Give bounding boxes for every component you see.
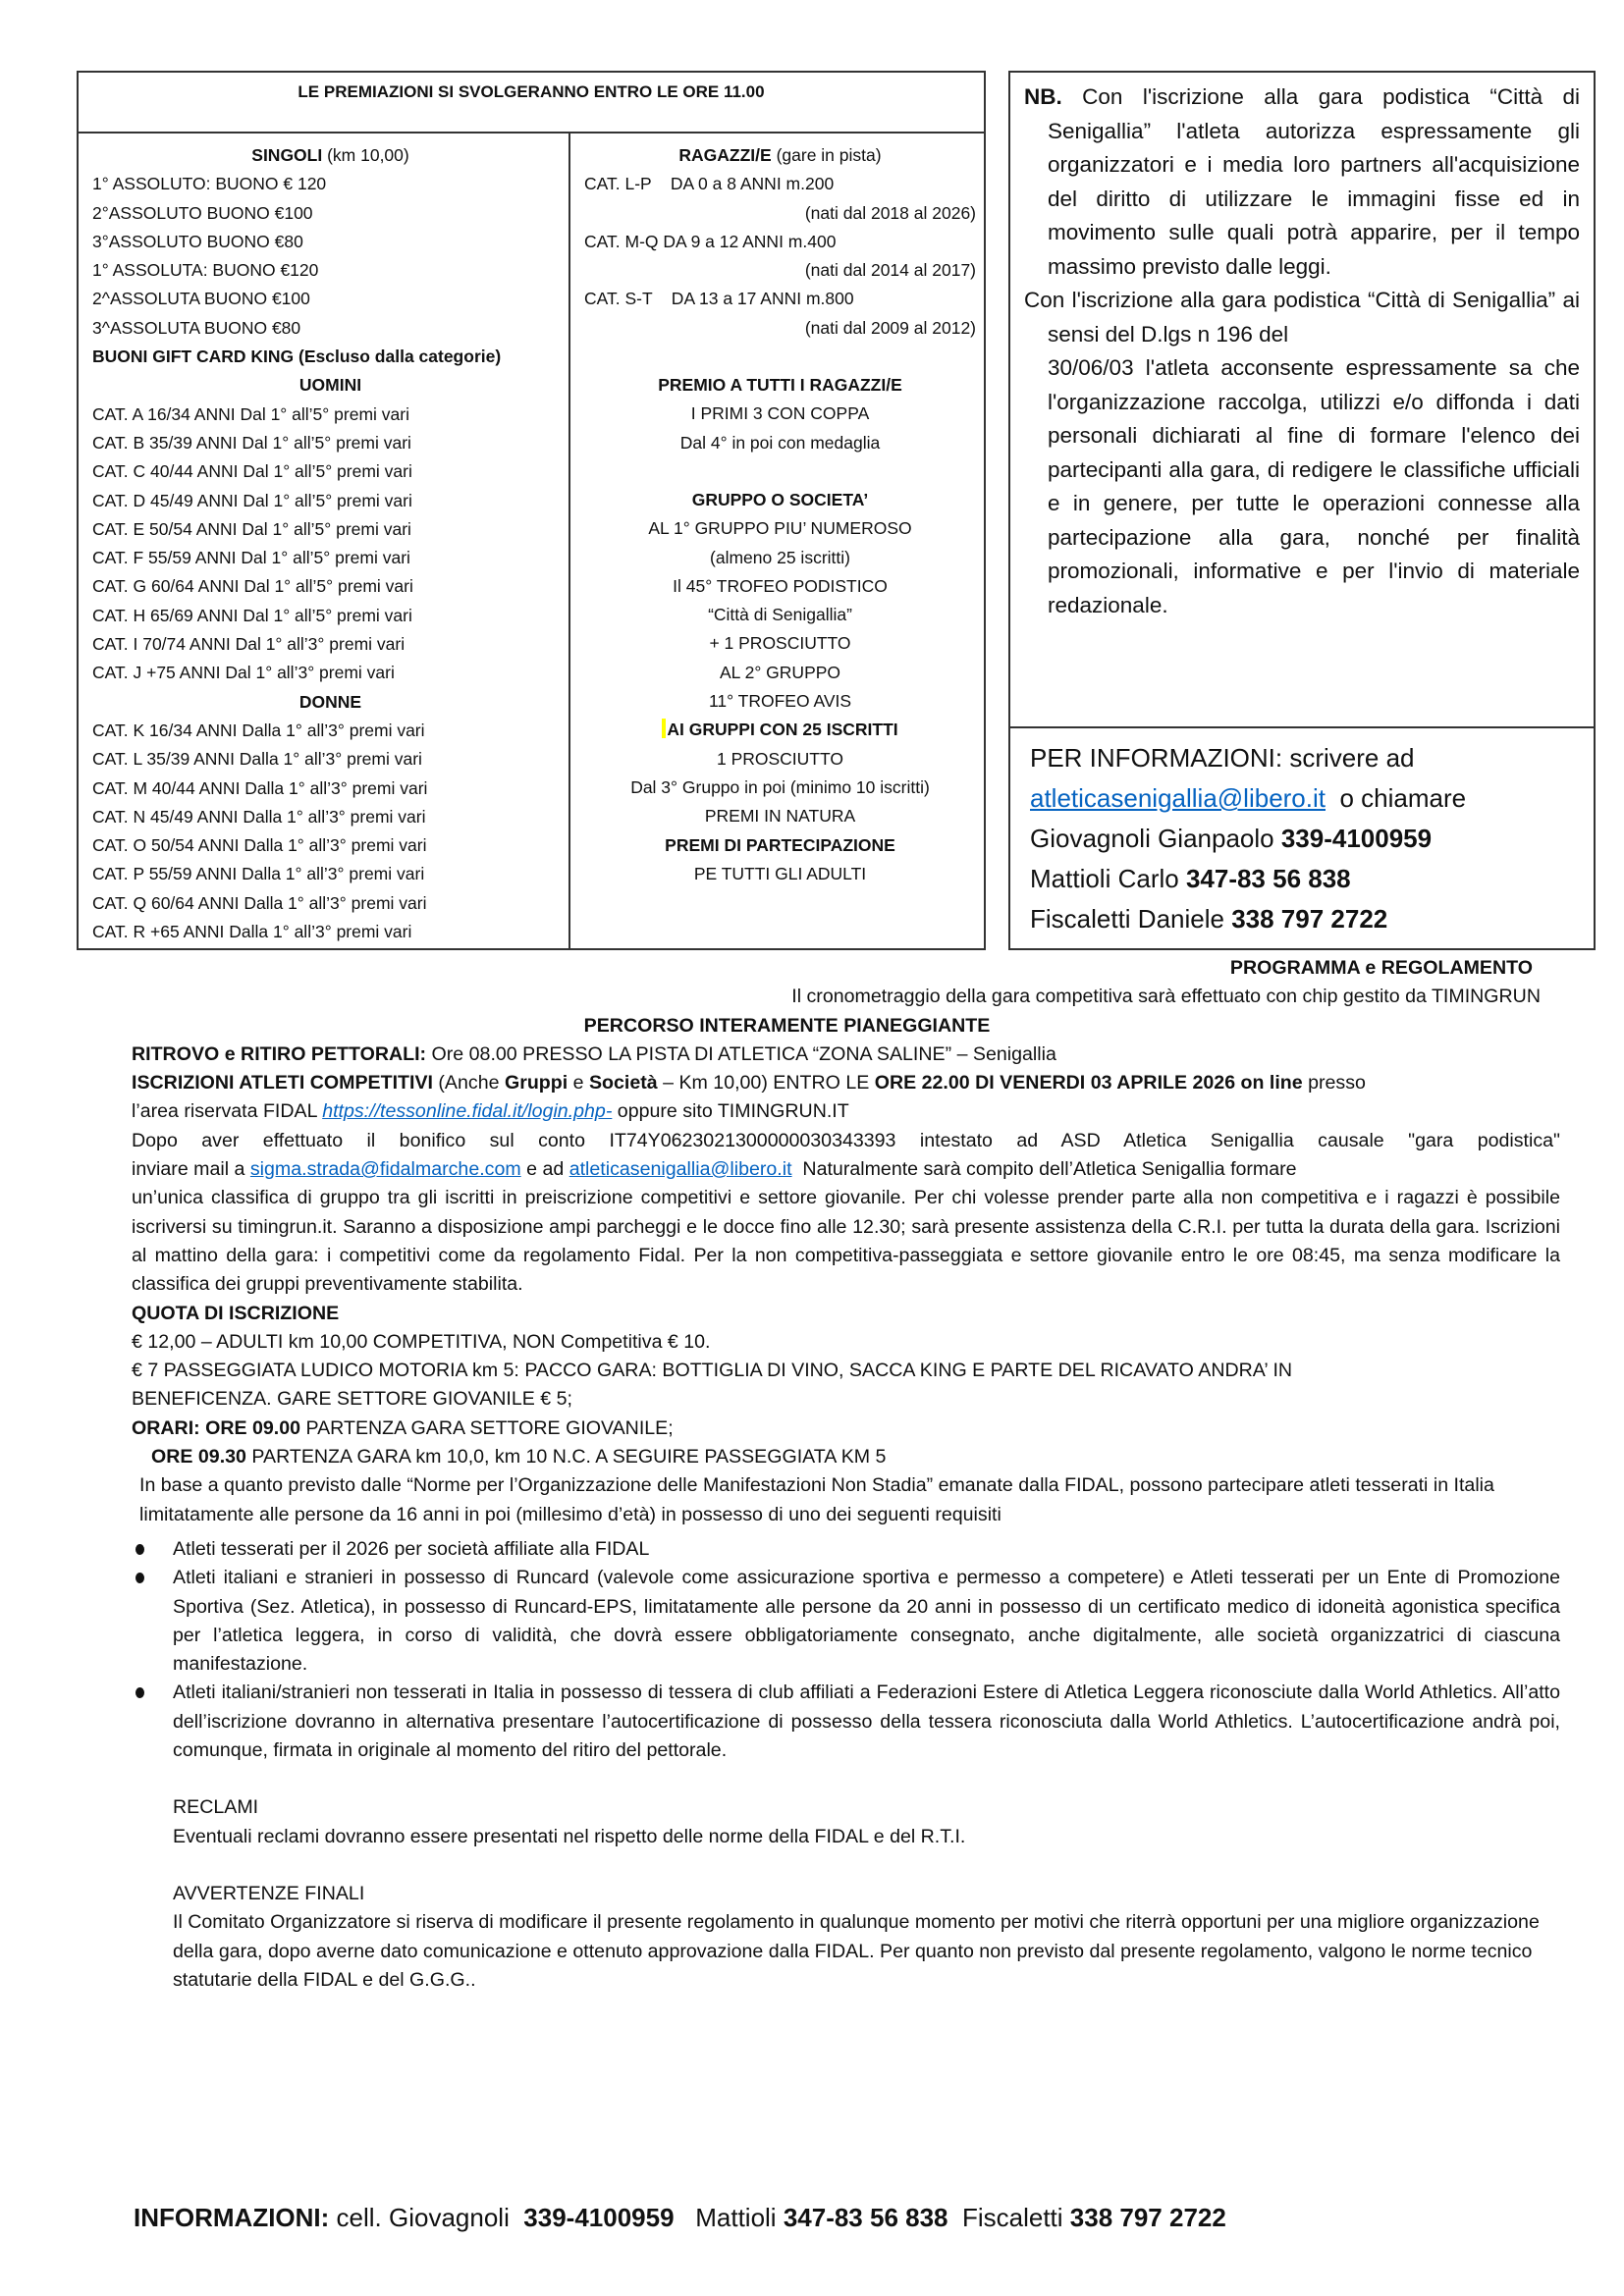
youth-category-born: (nati dal 2014 al 2017) (804, 260, 976, 281)
category-item: CAT. D 45/49 ANNI Dal 1° all’5° premi vari (92, 490, 412, 510)
avvertenze-text: Il Comitato Organizzatore si riserva di modificare il presente regolamento in qualunque momento per motivi che riterrà opportuni per una migliore organizzazione della gara, dopo averne dato comunicazione e ottenuto approvazione dalla FIDAL. Per quanto non previsto dal presente regolamento, valgono le norme tecnico statutarie della FIDAL e del G.G.G.. (173, 1911, 1540, 1991)
singoli-title: SINGOLI (km 10,00) (251, 145, 409, 165)
gruppi-25-line: 1 PROSCIUTTO (716, 748, 843, 769)
registration-paragraph: un’unica classifica di gruppo tra gli iscritti in preiscrizione competitivi e settore giovanile. Per chi volesse prender parte alla non competitiva e i ragazzi è possibile iscriversi su timingrun.it. Saranno a disposizione ampi parcheggi e le docce fino alle 12.30; sarà presente assistenza della C.R.I. per tutta la durata della gara. Iscrizioni al mattino della gara: i competitivi come da regolamento Fidal. Per la non competitiva-passeggiata e settore giovanile entro le ore 08:45, ma senza modificare la classifica dei gruppi preventivamente stabilita. (132, 1187, 1560, 1296)
info-intro: PER INFORMAZIONI: scrivere ad (1030, 743, 1415, 773)
quota-title: QUOTA DI ISCRIZIONE (132, 1302, 340, 1324)
youth-category-label: CAT. L-P DA 0 a 8 ANNI m.200 (584, 174, 835, 194)
fidal-email-link[interactable]: sigma.strada@fidalmarche.com (249, 1158, 521, 1181)
requirement-item: Atleti italiani e stranieri in possesso di Runcard (valevole come assicurazione sportiva e permesso a competere) e Atleti tesserati per un Ente di Promozione Sportiva (Sez. Atletica), in possesso di Runcard-EPS, limitatamente alle persone da 20 anni in possesso di un certificato medico di idoneità agonistica specifica per l’atletica leggera, in corso di validità, che dovrà essere obbligatoriamente consegnato, anche digitalmente, alle società organizzatrici di ciascuna manifestazione. (132, 1564, 1560, 1679)
category-item: CAT. J +75 ANNI Dal 1° all’3° premi vari (92, 663, 395, 683)
email-link[interactable]: atleticasenigallia@libero.it (1030, 783, 1326, 813)
iscrizioni-line: ISCRIZIONI ATLETI COMPETITIVI (Anche Gruppi e Società – Km 10,00) ENTRO LE ORE 22.00 DI VENERDI 03 APRILE 2026 on line presso (132, 1072, 1366, 1095)
gruppi-25-line: PREMI IN NATURA (704, 806, 856, 827)
category-item: CAT. R +65 ANNI Dalla 1° all’3° premi vari (92, 922, 412, 942)
bonifico-line: Dopo aver effettuato il bonifico sul conto IT74Y0623021300000030343393 intestato ad ASD Atletica Senigallia causale "gara podistica" (132, 1129, 1560, 1151)
awards-table (77, 71, 986, 950)
phone-number: 338 797 2722 (1231, 904, 1388, 934)
youth-category (584, 285, 976, 343)
phone-number: 347-83 56 838 (1185, 864, 1351, 893)
footer-contacts: INFORMAZIONI: cell. Giovagnoli 339-4100959 Mattioli 347-83 56 838 Fiscaletti 338 797 2722 (134, 2203, 1226, 2232)
gruppo-line: “Città di Senigallia” (708, 605, 852, 625)
privacy-paragraph: Con l'iscrizione alla gara podistica “Città di Senigallia” ai sensi del D.lgs n 196 del (1024, 288, 1580, 347)
programme-title: PROGRAMMA e REGOLAMENTO (1229, 957, 1533, 979)
phone-number: 339-4100959 (523, 2203, 675, 2232)
category-item: CAT. A 16/34 ANNI Dal 1° all’5° premi vari (92, 403, 409, 424)
bullet-icon (135, 1687, 144, 1698)
phone-number: 338 797 2722 (1069, 2203, 1226, 2232)
category-item: CAT. P 55/59 ANNI Dalla 1° all’3° premi vari (92, 864, 425, 884)
donne-title: DONNE (298, 691, 362, 712)
youth-category (584, 228, 976, 286)
nb-paragraph: NB. Con l'iscrizione alla gara podistica “Città di Senigallia” l'atleta autorizza espressamente gli organizzatori e i media loro partners all'acquisizione del diritto di utilizzare le immagini fisse ed in movimento sulle quali potrà apparire, per il tempo massimo previsto dalle leggi. (1024, 84, 1580, 279)
singoli-column (79, 133, 570, 948)
ritrovo-line: RITROVO e RITIRO PETTORALI: Ore 08.00 PRESSO LA PISTA DI ATLETICA “ZONA SALINE” – Senigallia (132, 1042, 1056, 1065)
youth-category-label: CAT. S-T DA 13 a 17 ANNI m.800 (584, 289, 854, 309)
absolute-prizes (92, 170, 568, 343)
gruppi-25-title: AI GRUPPI CON 25 ISCRITTI (584, 716, 976, 744)
contact-info-box (1008, 726, 1596, 950)
absolute-prize: 1° ASSOLUTO: BUONO € 120 (92, 174, 327, 194)
category-item: CAT. Q 60/64 ANNI Dalla 1° all’3° premi vari (92, 892, 427, 913)
reclami-title: RECLAMI (173, 1796, 259, 1819)
category-item: CAT. G 60/64 ANNI Dal 1° all’5° premi vari (92, 576, 413, 597)
gruppo-line: AL 1° GRUPPO PIU’ NUMEROSO (648, 518, 912, 539)
premio-line: Dal 4° in poi con medaglia (679, 432, 881, 453)
contact-row: Giovagnoli Gianpaolo 339-4100959 (1030, 824, 1433, 853)
programme-section (132, 954, 1560, 1995)
ragazzi-title: RAGAZZI/E (gare in pista) (678, 145, 882, 165)
category-item: CAT. E 50/54 ANNI Dal 1° all’5° premi vari (92, 518, 411, 539)
club-email-link[interactable]: atleticasenigallia@libero.it (568, 1158, 792, 1181)
gruppo-line: (almeno 25 iscritti) (710, 547, 850, 567)
quota-line: € 7 PASSEGGIATA LUDICO MOTORIA km 5: PACCO GARA: BOTTIGLIA DI VINO, SACCA KING E PARTE DEL RICAVATO ANDRA’ IN BENEFICENZA. GARE SETTORE GIOVANILE € 5; (132, 1360, 1293, 1411)
phone-number: 347-83 56 838 (783, 2203, 948, 2232)
category-item: CAT. F 55/59 ANNI Dal 1° all’5° premi vari (92, 548, 410, 568)
category-item: CAT. O 50/54 ANNI Dalla 1° all’3° premi vari (92, 835, 427, 856)
reclami-text: Eventuali reclami dovranno essere presentati nel rispetto delle norme della FIDAL e del R.T.I. (173, 1825, 966, 1847)
absolute-prize: 2^ASSOLUTA BUONO €100 (92, 289, 310, 309)
youth-category-born: (nati dal 2009 al 2012) (804, 317, 976, 338)
youth-category-label: CAT. M-Q DA 9 a 12 ANNI m.400 (584, 231, 837, 251)
avvertenze-title: AVVERTENZE FINALI (173, 1882, 365, 1904)
partecipazione-title: PREMI DI PARTECIPAZIONE (665, 834, 895, 855)
timing-note: Il cronometraggio della gara competitiva sarà effettuato con chip gestito da TIMINGRUN (791, 986, 1541, 1008)
bullet-icon (135, 1544, 144, 1555)
bullet-icon (135, 1573, 144, 1583)
phone-number: 339-4100959 (1280, 824, 1433, 853)
category-item: CAT. L 35/39 ANNI Dalla 1° all’3° premi vari (92, 749, 422, 770)
requirement-item: Atleti tesserati per il 2026 per società affiliate alla FIDAL (132, 1535, 1560, 1564)
gruppi-25-line: Dal 3° Gruppo in poi (minimo 10 iscritti) (630, 776, 930, 797)
category-item: CAT. M 40/44 ANNI Dalla 1° all’3° premi vari (92, 777, 428, 798)
absolute-prize: 2°ASSOLUTO BUONO €100 (92, 202, 313, 223)
gift-card-note: BUONI GIFT CARD KING (Escluso dalla categorie) (92, 347, 502, 367)
orari-line: ORARI: ORE 09.00 PARTENZA GARA SETTORE GIOVANILE; (132, 1416, 674, 1439)
mail-line: inviare mail a sigma.strada@fidalmarche.com e ad atleticasenigallia@libero.it Naturalmente sarà compito dell’Atletica Senigallia formare (132, 1158, 1297, 1181)
category-item: CAT. N 45/49 ANNI Dalla 1° all’3° premi vari (92, 806, 426, 827)
gruppo-title: GRUPPO O SOCIETA’ (691, 489, 869, 509)
orari-line: ORE 09.30 PARTENZA GARA km 10,0, km 10 N.C. A SEGUIRE PASSEGGIATA KM 5 (151, 1446, 887, 1468)
donne-list (92, 717, 568, 946)
partecipazione-line: PE TUTTI GLI ADULTI (693, 863, 867, 883)
awards-header: LE PREMIAZIONI SI SVOLGERANNO ENTRO LE ORE 11.00 (79, 73, 984, 133)
uomini-list (92, 400, 568, 688)
requirement-item: Atleti italiani/stranieri non tesserati in Italia in possesso di tessera di club affiliati a Federazioni Estere di Atletica Leggera riconosciute dalla World Athletics. All’atto dell’iscrizione dovranno in alternativa presentare l’autocertificazione di possesso della tessera riconosciuta dalla World Athletics. L’autocertificazione andrà poi, comunque, firmata in originale al momento del ritiro del pettorale. (132, 1679, 1560, 1765)
ragazzi-column (570, 133, 984, 948)
youth-category (584, 170, 976, 228)
contact-row: Fiscaletti Daniele 338 797 2722 (1030, 904, 1388, 934)
premio-ragazzi-title: PREMIO A TUTTI I RAGAZZI/E (658, 375, 902, 396)
privacy-notice-box (1008, 71, 1596, 728)
course-note: PERCORSO INTERAMENTE PIANEGGIANTE (583, 1014, 991, 1037)
norme-paragraph: In base a quanto previsto dalle “Norme per l’Organizzazione delle Manifestazioni Non Stadia” emanate dalla FIDAL, possono partecipare atleti tesserati in Italia limitatamente alle persone da 16 anni in poi (millesimo d’età) in possesso di uno dei seguenti requisiti (139, 1474, 1494, 1525)
gruppo-line: + 1 PROSCIUTTO (709, 633, 851, 654)
uomini-title: UOMINI (298, 375, 362, 396)
premio-line: I PRIMI 3 CON COPPA (690, 403, 870, 424)
category-item: CAT. B 35/39 ANNI Dal 1° all’5° premi vari (92, 432, 411, 453)
absolute-prize: 3^ASSOLUTA BUONO €80 (92, 317, 301, 338)
absolute-prize: 3°ASSOLUTO BUONO €80 (92, 231, 303, 251)
category-item: CAT. I 70/74 ANNI Dal 1° all’3° premi vari (92, 634, 406, 655)
info-email-line: atleticasenigallia@libero.it o chiamare (1030, 783, 1467, 813)
highlight-mark (662, 719, 666, 738)
category-item: CAT. C 40/44 ANNI Dal 1° all’5° premi vari (92, 461, 412, 482)
privacy-paragraph-cont: 30/06/03 l'atleta acconsente espressamente sa che l'organizzazione raccolga, utilizzi e/o diffonda i dati personali dichiarati al fine di formare l'elenco dei partecipanti alla gara, di redigere le classifiche ufficiali e in genere, per tutte le operazioni connesse alla partecipazione alla gara, nonché per finalità promozionali, informative e per l'invio di materiale redazionale. (1048, 355, 1580, 617)
gruppo-line: AL 2° GRUPPO (719, 662, 841, 682)
category-item: CAT. K 16/34 ANNI Dalla 1° all’3° premi vari (92, 720, 425, 740)
category-item: CAT. H 65/69 ANNI Dal 1° all’5° premi vari (92, 605, 412, 625)
requirements-list (132, 1535, 1560, 1765)
absolute-prize: 1° ASSOLUTA: BUONO €120 (92, 260, 319, 281)
contact-row: Mattioli Carlo 347-83 56 838 (1030, 864, 1351, 893)
quota-line: € 12,00 – ADULTI km 10,00 COMPETITIVA, NON Competitiva € 10. (132, 1330, 711, 1353)
gruppo-line: Il 45° TROFEO PODISTICO (673, 575, 888, 596)
fidal-area-line: l’area riservata FIDAL https://tessonline.fidal.it/login.php- oppure sito TIMINGRUN.IT (132, 1100, 849, 1123)
gruppo-line: 11° TROFEO AVIS (708, 691, 852, 712)
fidal-login-link[interactable]: https://tessonline.fidal.it/login.php- (322, 1100, 613, 1123)
youth-category-born: (nati dal 2018 al 2026) (804, 202, 976, 223)
